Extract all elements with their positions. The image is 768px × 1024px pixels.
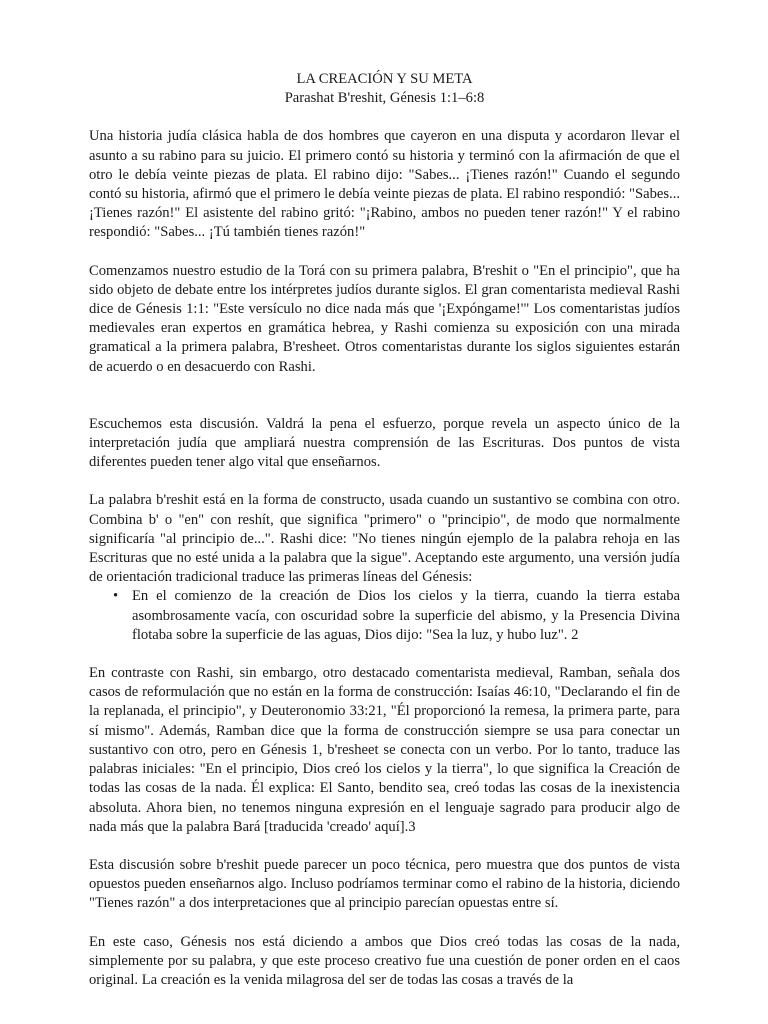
paragraph-construct-form: La palabra b'reshit está en la forma de constructo, usada cuando un sustantivo se combina con otro. Combina b' o "en" con reshít, que significa "primero" o "principio", de modo que normalmente significaría "al principio de...". Rashi dice: "No tienes ningún ejemplo de la palabra rehoja en las Escrituras que no esté unida a la palabra que la sigue". Aceptando este argumento, una versión judía de orientación tradicional traduce las primeras líneas del Génesis:	[89, 492, 680, 586]
paragraph-ramban: En contraste con Rashi, sin embargo, otro destacado comentarista medieval, Ramban, señala dos casos de reformulación que no están en la forma de construcción: Isaías 46:10, "Declarando el fin de la replanada, el principio", y Deuteronomio 33:21, "Él proporcionó la remesa, la primera parte, para sí mismo". Además, Ramban dice que la forma de construcción siempre se usa para conectar un sustantivo con otro, pero en Génesis 1, b'resheet se conecta con un verbo. Por lo tanto, traduce las palabras iniciales: "En el principio, Dios creó los cielos y la tierra", lo que significa la Creación de todas las cosas de la nada. Él explica: El Santo, bendito sea, creó todas las cosas de la inexistencia absoluta. Ahora bien, no tenemos ninguna expresión en el lenguaje sagrado para producir algo de nada más que la palabra Bará [traducida 'creado' aquí].3	[89, 665, 680, 835]
paragraph-discussion: Escuchemos esta discusión. Valdrá la pena el esfuerzo, porque revela un aspecto único de la interpretación judía que ampliará nuestra comprensión de las Escrituras. Dos puntos de vista diferentes pueden tener algo vital que enseñarnos.	[89, 415, 680, 471]
paragraph-technical: Esta discusión sobre b'reshit puede parecer un poco técnica, pero muestra que dos puntos de vista opuestos pueden enseñarnos algo. Incluso podríamos terminar como el rabino de la historia, diciendo "Tienes razón" a dos interpretaciones que al principio parecían opuestas entre sí.	[89, 856, 680, 912]
bullet-marker: •	[113, 588, 119, 605]
title-block	[89, 70, 680, 108]
list-item-text: En el comienzo de la creación de Dios los cielos y la tierra, cuando la tierra estaba asombrosamente vacía, con oscuridad sobre la superficie del abismo, y la Presencia Divina flotaba sobre la superficie de las aguas, Dios dijo: "Sea la luz, y hubo luz". 2	[132, 588, 680, 643]
translation-list	[89, 587, 680, 645]
paragraph-genesis-case: En este caso, Génesis nos está diciendo a ambos que Dios creó todas las cosas de la nada, simplemente por su palabra, y que este proceso creativo fue una cuestión de poner orden en el caos original. La creación es la venida milagrosa del ser de todas las cosas a través de la	[89, 933, 680, 988]
document-subtitle: Parashat B'reshit, Génesis 1:1–6:8	[284, 90, 485, 107]
paragraph-story: Una historia judía clásica habla de dos hombres que cayeron en una disputa y acordaron llevar el asunto a su rabino para su juicio. El primero contó su historia y terminó con la afirmación de que el otro le debía veinte piezas de plata. El rabino dijo: "Sabes... ¡Tienes razón!" Cuando el segundo contó su historia, afirmó que el primero le debía veinte piezas de plata. El rabino respondió: "Sabes... ¡Tienes razón!" El asistente del rabino gritó: "¡Rabino, ambos no pueden tener razón!" Y el rabino respondió: "Sabes... ¡Tú también tienes razón!"	[89, 128, 680, 241]
paragraph-breshit-intro: Comenzamos nuestro estudio de la Torá con su primera palabra, B'reshit o "En el principio", que ha sido objeto de debate entre los intérpretes judíos durante siglos. El gran comentarista medieval Rashi dice de Génesis 1:1: "Este versículo no dice nada más que '¡Expóngame!'" Los comentaristas judíos medievales eran expertos en gramática hebrea, y Rashi comienza su exposición con una mirada gramatical a la primera palabra, B'resheet. Otros comentaristas durante los siglos siguientes estarán de acuerdo o en desacuerdo con Rashi.	[89, 262, 680, 375]
list-item	[89, 587, 680, 645]
document-title: LA CREACIÓN Y SU META	[296, 71, 473, 87]
document-page	[89, 70, 680, 990]
